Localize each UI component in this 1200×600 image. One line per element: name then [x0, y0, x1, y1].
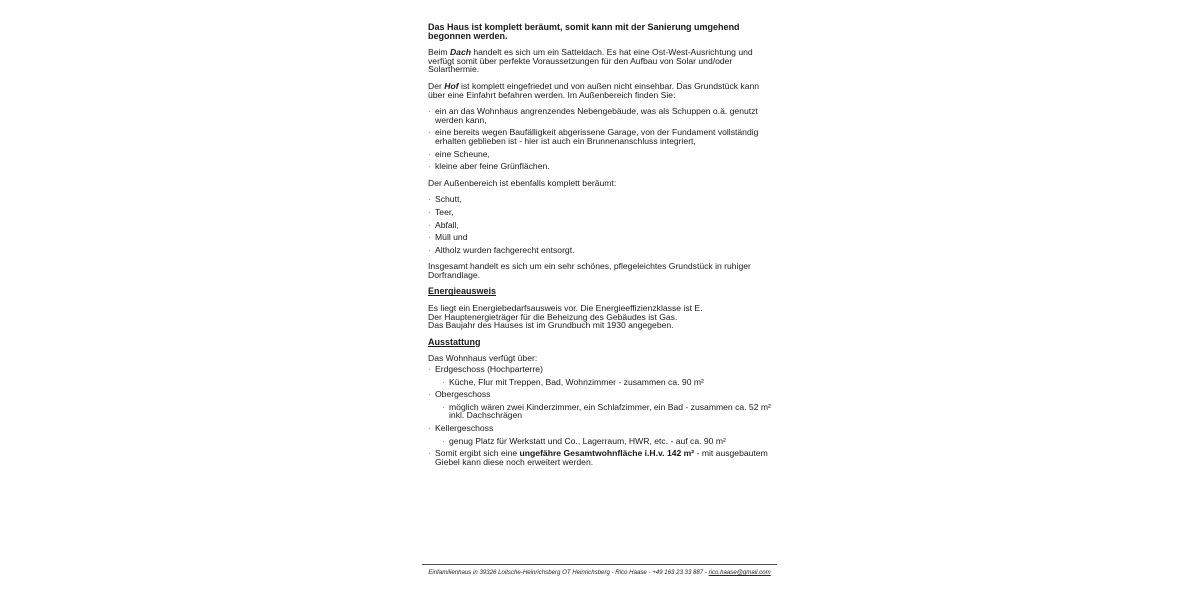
energy-line: Das Baujahr des Hauses ist im Grundbuch mit 1930 angegeben. — [428, 320, 674, 331]
list-item: · Abfall, — [428, 221, 772, 230]
floor-detail: · genug Platz für Werkstatt und Co., Lagerraum, HWR, etc. - auf ca. 90 m² — [435, 437, 772, 446]
features-intro: Das Wohnhaus verfügt über: — [428, 353, 538, 364]
list-item: · Müll und — [428, 233, 772, 242]
yard-paragraph — [428, 82, 772, 99]
floor-detail: · möglich wären zwei Kinderzimmer, ein Schlafzimmer, ein Bad - zusammen ca. 52 m² inkl. Dachschrägen — [435, 403, 772, 420]
summary-paragraph: Insgesamt handelt es sich um ein sehr schönes, pflegeleichtes Grundstück in ruhiger Dorfrandlage. — [428, 261, 751, 280]
roof-paragraph — [428, 48, 772, 74]
yard-list — [428, 107, 772, 171]
list-item: · Altholz wurden fachgerecht entsorgt. — [428, 246, 772, 255]
list-item: · Teer, — [428, 208, 772, 217]
yard-prefix: Der — [428, 80, 445, 91]
footer — [422, 569, 777, 576]
energy-line: Es liegt ein Energiebedarfsausweis vor. Die Energieeffizienzklasse ist E. — [428, 303, 703, 314]
cleared-list — [428, 195, 772, 254]
floor-detail: · Küche, Flur mit Treppen, Bad, Wohnzimmer - zusammen ca. 90 m² — [435, 378, 772, 387]
total-prefix: Somit ergibt sich eine — [435, 448, 520, 459]
list-item: · eine Scheune, — [428, 150, 772, 159]
total-area-item — [428, 449, 772, 466]
floor-name: Kellergeschoss — [435, 423, 494, 433]
features-section-title: Ausstattung — [428, 336, 481, 347]
document-page — [428, 23, 772, 474]
list-item: · kleine aber feine Grünflächen. — [428, 162, 772, 171]
footer-text: Einfamilienhaus in 39326 Loitsche-Heinrichsberg OT Heinrichsberg - Rico Haase - +49 163 23 33 887 - — [428, 569, 709, 576]
floor-details — [435, 403, 772, 420]
cleared-intro: Der Außenbereich ist ebenfalls komplett beräumt: — [428, 177, 617, 188]
footer-divider — [422, 564, 777, 565]
features-list — [428, 365, 772, 466]
floor-details — [435, 437, 772, 446]
energy-line: Der Hauptenergieträger für die Beheizung des Gebäudes ist Gas. — [428, 311, 678, 322]
total-area: ungefähre Gesamtwohnfläche i.H.v. 142 m² — [519, 448, 695, 459]
energy-section-title: Energieausweis — [428, 286, 497, 297]
roof-prefix: Beim — [428, 47, 450, 58]
yard-text: ist komplett eingefriedet und von außen nicht einsehbar. Das Grundstück kann über eine Einfahrt befahren werden. Im Außenbereich finden Sie: — [428, 80, 760, 100]
floor-name: Erdgeschoss (Hochparterre) — [435, 364, 543, 375]
floor-item — [428, 390, 772, 420]
yard-label: Hof — [444, 80, 459, 91]
footer-email-link[interactable]: rico.haase@gmail.com — [708, 569, 771, 576]
intro-heading: Das Haus ist komplett beräumt, somit kann mit der Sanierung umgehend begonnen werden. — [428, 22, 740, 41]
total-suffix: - mit ausgebautem Giebel kann diese noch erweitert werden. — [435, 448, 768, 467]
list-item: · Schutt, — [428, 195, 772, 204]
floor-item — [428, 365, 772, 386]
floor-name: Obergeschoss — [435, 389, 491, 400]
roof-text: handelt es sich um ein Satteldach. Es hat eine Ost-West-Ausrichtung und verfügt somit über perfekte Voraussetzungen für den Aufbau von Solar und/oder Solarthermie. — [428, 47, 753, 75]
floor-item — [428, 424, 772, 445]
roof-label: Dach — [449, 47, 471, 58]
floor-details — [435, 378, 772, 387]
list-item: · ein an das Wohnhaus angrenzendes Nebengebäude, was als Schuppen o.ä. genutzt werden kann, — [428, 107, 772, 124]
list-item: · eine bereits wegen Baufälligkeit abgerissene Garage, von der Fundament vollständig erhalten geblieben ist - hier ist auch ein Brunnenanschluss integriert, — [428, 128, 772, 145]
